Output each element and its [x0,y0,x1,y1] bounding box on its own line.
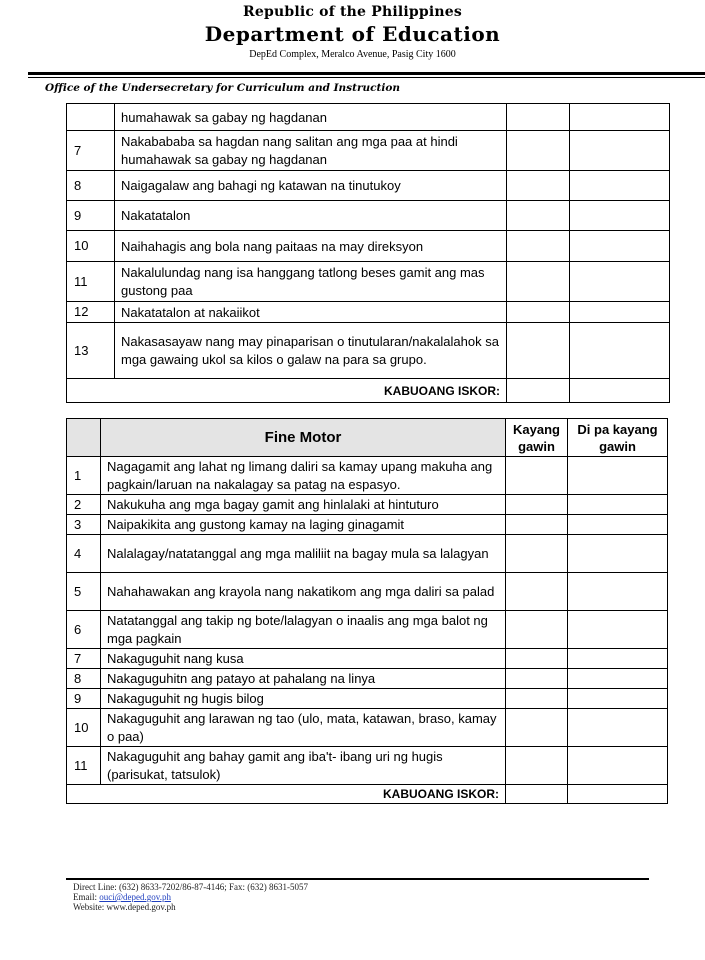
fine-motor-table [66,418,668,804]
row-description: Nahahawakan ang krayola nang nakatikom ang mga daliri sa palad [101,573,506,611]
row-description: Nakalulundag nang isa hanggang tatlong beses gamit ang mas gustong paa [115,262,507,302]
kayang-cell[interactable] [507,262,570,302]
kayang-cell[interactable] [506,535,568,573]
row-description: Nakukuha ang mga bagay gamit ang hinlalaki at hintuturo [101,495,506,515]
header-divider-thick [28,72,705,75]
di-pa-kayang-cell[interactable] [568,457,668,495]
row-number: 8 [67,171,115,201]
table-row [67,231,670,262]
footer-direct-line: Direct Line: (632) 8633-7202/86-87-4146; Fax: (632) 8631-5057 [73,882,308,892]
kayang-cell[interactable] [507,201,570,231]
table-row [67,535,668,573]
footer [73,882,308,912]
row-description: Naigagalaw ang bahagi ng katawan na tinutukoy [115,171,507,201]
row-number: 7 [67,131,115,171]
di-pa-kayang-cell[interactable] [570,231,670,262]
footer-email-label: Email: [73,892,100,902]
kayang-cell[interactable] [507,231,570,262]
row-description: Natatanggal ang takip ng bote/lalagyan o inaalis ang mga balot ng mga pagkain [101,611,506,649]
row-description: Naihahagis ang bola nang paitaas na may direksyon [115,231,507,262]
di-pa-kayang-cell[interactable] [568,573,668,611]
kayang-cell[interactable] [506,689,568,709]
total-label: KABUOANG ISKOR: [67,785,506,804]
footer-website: Website: www.deped.gov.ph [73,902,176,912]
di-pa-kayang-cell[interactable] [568,515,668,535]
header-address: DepEd Complex, Meralco Avenue, Pasig City 1600 [249,49,456,60]
table-row [67,747,668,785]
row-number: 4 [67,535,101,573]
row-number: 5 [67,573,101,611]
table-row [67,709,668,747]
office-title: Office of the Undersecretary for Curriculum and Instruction [45,82,400,94]
kayang-cell[interactable] [506,573,568,611]
table-row [67,611,668,649]
row-number: 11 [67,262,115,302]
table-row [67,669,668,689]
di-pa-kayang-cell[interactable] [568,669,668,689]
row-number [67,104,115,131]
total-di-pa-kayang-cell[interactable] [570,379,670,403]
kayang-cell[interactable] [507,171,570,201]
total-di-pa-kayang-cell[interactable] [568,785,668,804]
table-row [67,201,670,231]
total-row [67,785,668,804]
header-republic: Republic of the Philippines [243,4,462,20]
di-pa-kayang-cell[interactable] [568,747,668,785]
kayang-cell[interactable] [506,515,568,535]
kayang-cell[interactable] [506,649,568,669]
footer-email-line [73,892,308,902]
table-row [67,573,668,611]
di-pa-kayang-cell[interactable] [568,535,668,573]
row-number: 11 [67,747,101,785]
footer-email-link[interactable]: ouci@deped.gov.ph [99,892,171,902]
di-pa-kayang-cell[interactable] [570,171,670,201]
header-department: Department of Education [204,22,501,46]
table-row [67,495,668,515]
row-description: Nakaguguhit ang larawan ng tao (ulo, mata, katawan, braso, kamay o paa) [101,709,506,747]
di-pa-kayang-cell[interactable] [570,201,670,231]
table-header-row [67,419,668,457]
table-row [67,171,670,201]
di-pa-kayang-cell[interactable] [570,104,670,131]
gross-motor-table [66,103,670,403]
table-row [67,302,670,323]
row-number: 3 [67,515,101,535]
row-number: 2 [67,495,101,515]
kayang-cell[interactable] [506,457,568,495]
di-pa-kayang-cell[interactable] [570,262,670,302]
total-label: KABUOANG ISKOR: [67,379,507,403]
row-description: Nakaguguhit ng hugis bilog [101,689,506,709]
di-pa-kayang-cell[interactable] [568,611,668,649]
kayang-cell[interactable] [506,747,568,785]
row-description: Nakatatalon at nakaiikot [115,302,507,323]
section-title: Fine Motor [101,419,506,457]
footer-divider [66,878,649,880]
kayang-cell[interactable] [506,495,568,515]
total-row [67,379,670,403]
table-row [67,131,670,171]
row-description: Nakasasayaw nang may pinaparisan o tinutularan/nakalalahok sa mga gawaing ukol sa kilos o galaw na para sa grupo. [115,323,507,379]
di-pa-kayang-cell[interactable] [570,302,670,323]
row-number: 10 [67,709,101,747]
row-number: 9 [67,689,101,709]
kayang-cell[interactable] [507,323,570,379]
row-number: 9 [67,201,115,231]
column-header-kayang: Kayang gawin [506,419,568,457]
kayang-cell[interactable] [507,104,570,131]
table-row [67,104,670,131]
kayang-cell[interactable] [506,669,568,689]
di-pa-kayang-cell[interactable] [568,649,668,669]
kayang-cell[interactable] [507,302,570,323]
di-pa-kayang-cell[interactable] [570,323,670,379]
row-description: Nakaguguhit nang kusa [101,649,506,669]
row-number: 13 [67,323,115,379]
table-row [67,323,670,379]
table-row [67,262,670,302]
header-blank-cell [67,419,101,457]
row-number: 10 [67,231,115,262]
header-divider-thin [28,77,705,78]
table-row [67,649,668,669]
kayang-cell[interactable] [506,709,568,747]
row-number: 6 [67,611,101,649]
row-description: Nakaguguhitn ang patayo at pahalang na linya [101,669,506,689]
di-pa-kayang-cell[interactable] [568,495,668,515]
kayang-cell[interactable] [506,611,568,649]
di-pa-kayang-cell[interactable] [570,131,670,171]
row-description: Nalalagay/natatanggal ang mga maliliit na bagay mula sa lalagyan [101,535,506,573]
di-pa-kayang-cell[interactable] [568,689,668,709]
row-description: Nakaguguhit ang bahay gamit ang iba't- ibang uri ng hugis (parisukat, tatsulok) [101,747,506,785]
row-description: Nagagamit ang lahat ng limang daliri sa kamay upang makuha ang pagkain/laruan na nakalagay sa patag na espasyo. [101,457,506,495]
row-description: Nakatatalon [115,201,507,231]
total-kayang-cell[interactable] [506,785,568,804]
table-row [67,457,668,495]
row-number: 8 [67,669,101,689]
row-number: 1 [67,457,101,495]
total-kayang-cell[interactable] [507,379,570,403]
row-description: humahawak sa gabay ng hagdanan [115,104,507,131]
di-pa-kayang-cell[interactable] [568,709,668,747]
table-row [67,689,668,709]
row-description: Naipakikita ang gustong kamay na laging ginagamit [101,515,506,535]
column-header-di-pa-kayang: Di pa kayang gawin [568,419,668,457]
table-row [67,515,668,535]
row-number: 12 [67,302,115,323]
row-description: Nakabababa sa hagdan nang salitan ang mga paa at hindi humahawak sa gabay ng hagdanan [115,131,507,171]
kayang-cell[interactable] [507,131,570,171]
row-number: 7 [67,649,101,669]
